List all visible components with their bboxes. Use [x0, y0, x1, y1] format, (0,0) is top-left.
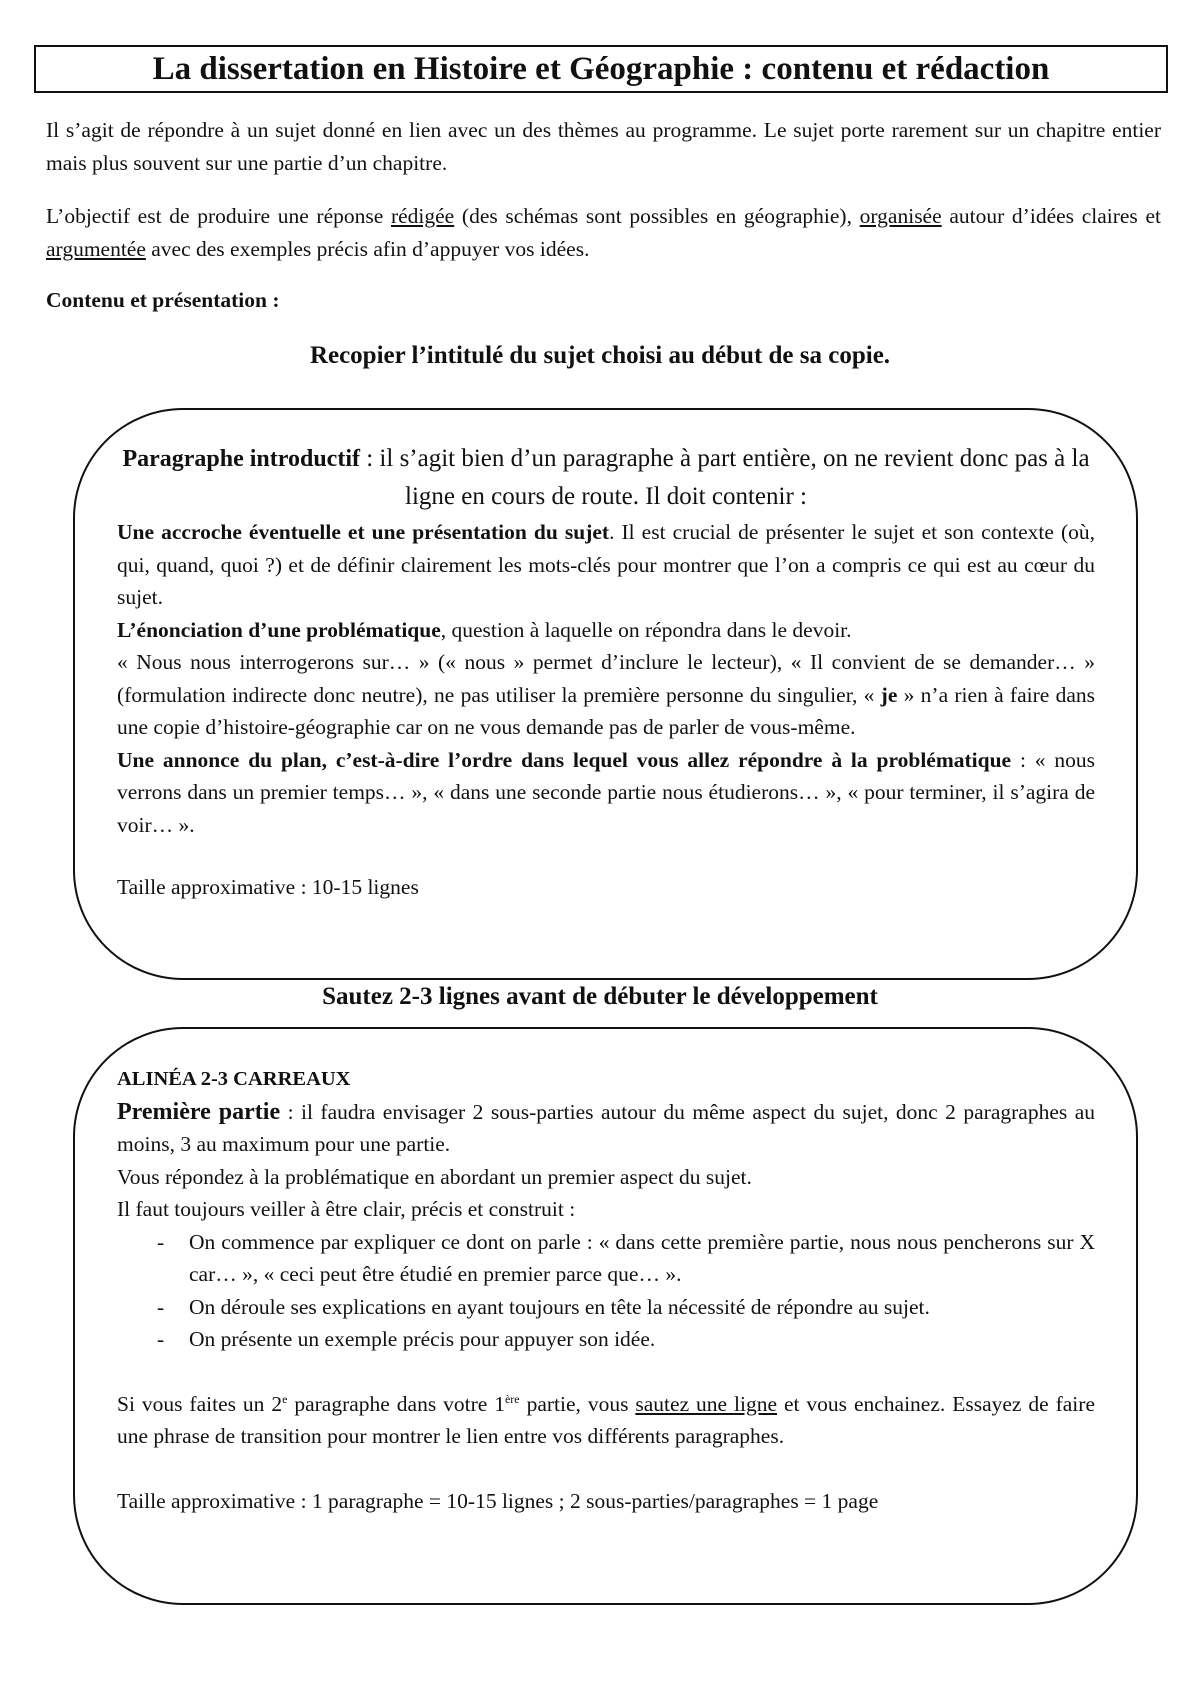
list-item: - On commence par expliquer ce dont on parle : « dans cette première partie, nous nous pencherons sur X car… », « ceci peut être étudié en premier parce que… ».: [117, 1226, 1095, 1291]
instr-sup: ère: [504, 1391, 520, 1406]
instr-text: Si vous faites un 2: [117, 1391, 283, 1416]
keyword-redigee: rédigée: [390, 204, 455, 228]
enonciation-bold: L’énonciation d’une problématique: [117, 617, 441, 642]
intro-box-size: Taille approximative : 10-15 lignes: [117, 875, 419, 899]
quote-text: » n’a rien à faire dans une copie d’histoire-géographie car on ne vous demande pas de parler de vous-même.: [117, 682, 1095, 739]
part-box-size: Taille approximative : 1 paragraphe = 10-15 lignes ; 2 sous-parties/paragraphes = 1 page: [117, 1488, 879, 1513]
paragraph-instructions: [117, 1388, 1095, 1453]
part-lead-item: [117, 1096, 1095, 1161]
part-box-content: [117, 1063, 1095, 1517]
annonce-item: [117, 744, 1095, 842]
list-item: - On présente un exemple précis pour appuyer son idée.: [117, 1323, 1095, 1356]
enonciation-text: , question à laquelle on répondra dans le devoir.: [440, 617, 852, 642]
instr-sup: e: [282, 1391, 288, 1406]
accroche-item: [117, 516, 1095, 614]
part-line-2: Vous répondez à la problématique en abordant un premier aspect du sujet.: [117, 1164, 752, 1189]
spacer: [117, 1356, 1095, 1388]
part-lead: Première partie: [117, 1098, 281, 1125]
heading-recopier: Recopier l’intitulé du sujet choisi au début de sa copie.: [309, 342, 891, 369]
intro-p2-text: L’objectif est de produire une réponse: [46, 204, 391, 228]
quote-item: [117, 646, 1095, 744]
spacer: [117, 1453, 1095, 1485]
intro-box-lead: Paragraphe introductif: [122, 446, 360, 472]
alinea-label: ALINÉA 2-3 CARREAUX: [117, 1068, 351, 1090]
section-label: Contenu et présentation :: [46, 288, 280, 312]
accroche-bold: Une accroche éventuelle et une présentation du sujet: [117, 520, 610, 544]
intro-p2-text: avec des exemples précis afin d’appuyer vos idées.: [145, 237, 590, 261]
instr-text: paragraphe dans votre 1: [287, 1391, 505, 1416]
intro-p2-text: autour d’idées claires et: [941, 204, 1161, 228]
list-item: - On déroule ses explications en ayant toujours en tête la nécessité de répondre au sujet.: [117, 1291, 1095, 1324]
intro-box-content: [117, 440, 1095, 904]
page-title: La dissertation en Histoire et Géographie : contenu et rédaction: [34, 45, 1168, 93]
accroche-text: . Il est crucial de présenter le sujet et son contexte (où, qui, quand, quoi ?) et de définir clairement les mots-clés pour montrer que l’on a compris ce qui est au cœur du sujet.: [117, 520, 1095, 609]
intro-paragraph-2: [46, 200, 1161, 266]
keyword-argumentee: argumentée: [46, 237, 146, 261]
instr-text: partie, vous: [519, 1391, 636, 1416]
heading-sautez: Sautez 2-3 lignes avant de débuter le développement: [322, 983, 878, 1010]
spacer: [117, 841, 1095, 871]
intro-paragraph-1: Il s’agit de répondre à un sujet donné en lien avec un des thèmes au programme. Le sujet porte rarement sur un chapitre entier mais plus souvent sur une partie d’un chapitre.: [46, 118, 1161, 175]
intro-box-lead-rest: : il s’agit bien d’un paragraphe à part entière, on ne revient donc pas à la ligne en cours de route. Il doit contenir :: [359, 445, 1090, 510]
annonce-text: : « nous verrons dans un premier temps… », « dans une seconde partie nous étudierons… », « pour terminer, il s’agira de voir… ».: [117, 747, 1095, 837]
quote-text: « Nous nous interrogerons sur… » (« nous » permet d’inclure le lecteur), « Il convient de se demander… » (formulation indirecte donc neutre), ne pas utiliser la première personne du singulier, «: [117, 650, 1095, 707]
part-lead-rest: : il faudra envisager 2 sous-parties autour du même aspect du sujet, donc 2 paragraphes au moins, 3 au maximum pour une partie.: [117, 1099, 1095, 1156]
part-line-3: Il faut toujours veiller à être clair, précis et construit :: [117, 1197, 576, 1221]
instr-text: et vous enchainez. Essayez de faire une phrase de transition pour montrer le lien entre vos différents paragraphes.: [117, 1391, 1095, 1448]
annonce-bold: Une annonce du plan, c’est-à-dire l’ordre dans lequel vous allez répondre à la problématique: [117, 747, 1012, 772]
quote-je: je: [880, 682, 898, 707]
keyword-organisee: organisée: [859, 204, 942, 228]
intro-box-heading: [117, 440, 1095, 516]
intro-p2-text: (des schémas sont possibles en géographie),: [454, 204, 860, 228]
part-bullet-list: [117, 1226, 1095, 1356]
enonciation-item: [117, 614, 1095, 647]
instr-underlined: sautez une ligne: [635, 1391, 778, 1416]
